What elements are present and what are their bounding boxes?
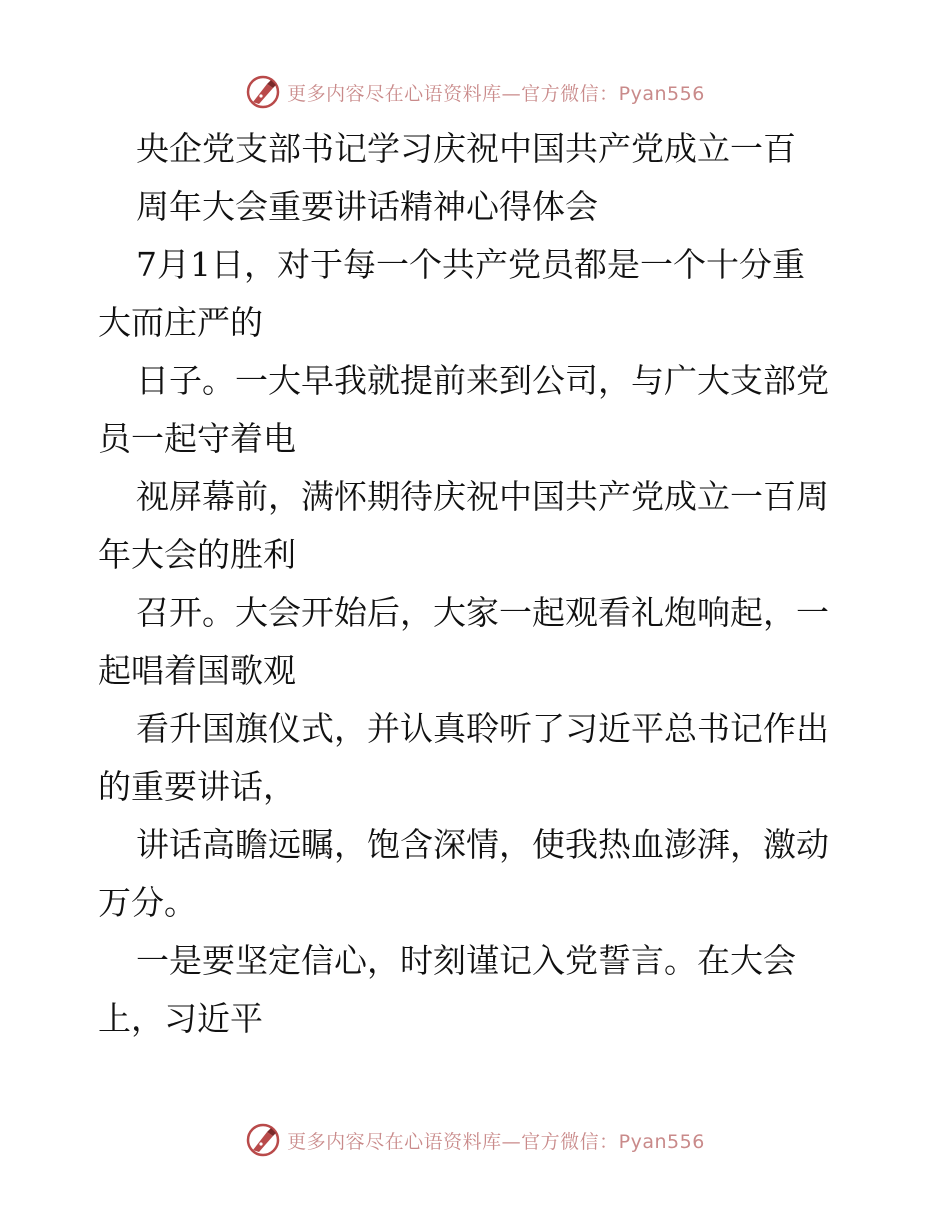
document-line: 周年大会重要讲话精神心得体会 <box>136 187 598 226</box>
document-line: 看升国旗仪式，并认真聆听了习近平总书记作出 <box>136 709 829 748</box>
document-line: 的重要讲话， <box>98 767 296 806</box>
header-banner[interactable] <box>0 72 950 112</box>
footer-banner[interactable] <box>0 1120 950 1160</box>
document-line: 员一起守着电 <box>98 419 296 458</box>
document-body <box>98 120 858 1048</box>
pen-nib-logo-icon <box>245 1122 281 1158</box>
footer-banner-text: 更多内容尽在心语资料库—官方微信：Pyan556 <box>287 1130 705 1153</box>
document-line: 一是要坚定信心，时刻谨记入党誓言。在大会 <box>136 941 796 980</box>
header-banner-text: 更多内容尽在心语资料库—官方微信：Pyan556 <box>287 82 705 105</box>
document-line: 视屏幕前，满怀期待庆祝中国共产党成立一百周 <box>136 477 829 516</box>
document-line: 上，习近平 <box>98 999 263 1038</box>
document-line: 年大会的胜利 <box>98 535 296 574</box>
document-line: 讲话高瞻远瞩，饱含深情，使我热血澎湃，激动 <box>136 825 829 864</box>
document-line: 7月1日，对于每一个共产党员都是一个十分重 <box>136 245 805 284</box>
header-banner-id: Pyan556 <box>618 82 705 105</box>
document-line: 大而庄严的 <box>98 303 263 342</box>
document-line: 日子。一大早我就提前来到公司，与广大支部党 <box>136 361 829 400</box>
document-line: 央企党支部书记学习庆祝中国共产党成立一百 <box>136 129 796 168</box>
document-line: 万分。 <box>98 883 197 922</box>
footer-banner-id: Pyan556 <box>618 1130 705 1153</box>
pen-nib-logo-icon <box>245 74 281 110</box>
document-line: 召开。大会开始后，大家一起观看礼炮响起，一 <box>136 593 829 632</box>
document-line: 起唱着国歌观 <box>98 651 296 690</box>
